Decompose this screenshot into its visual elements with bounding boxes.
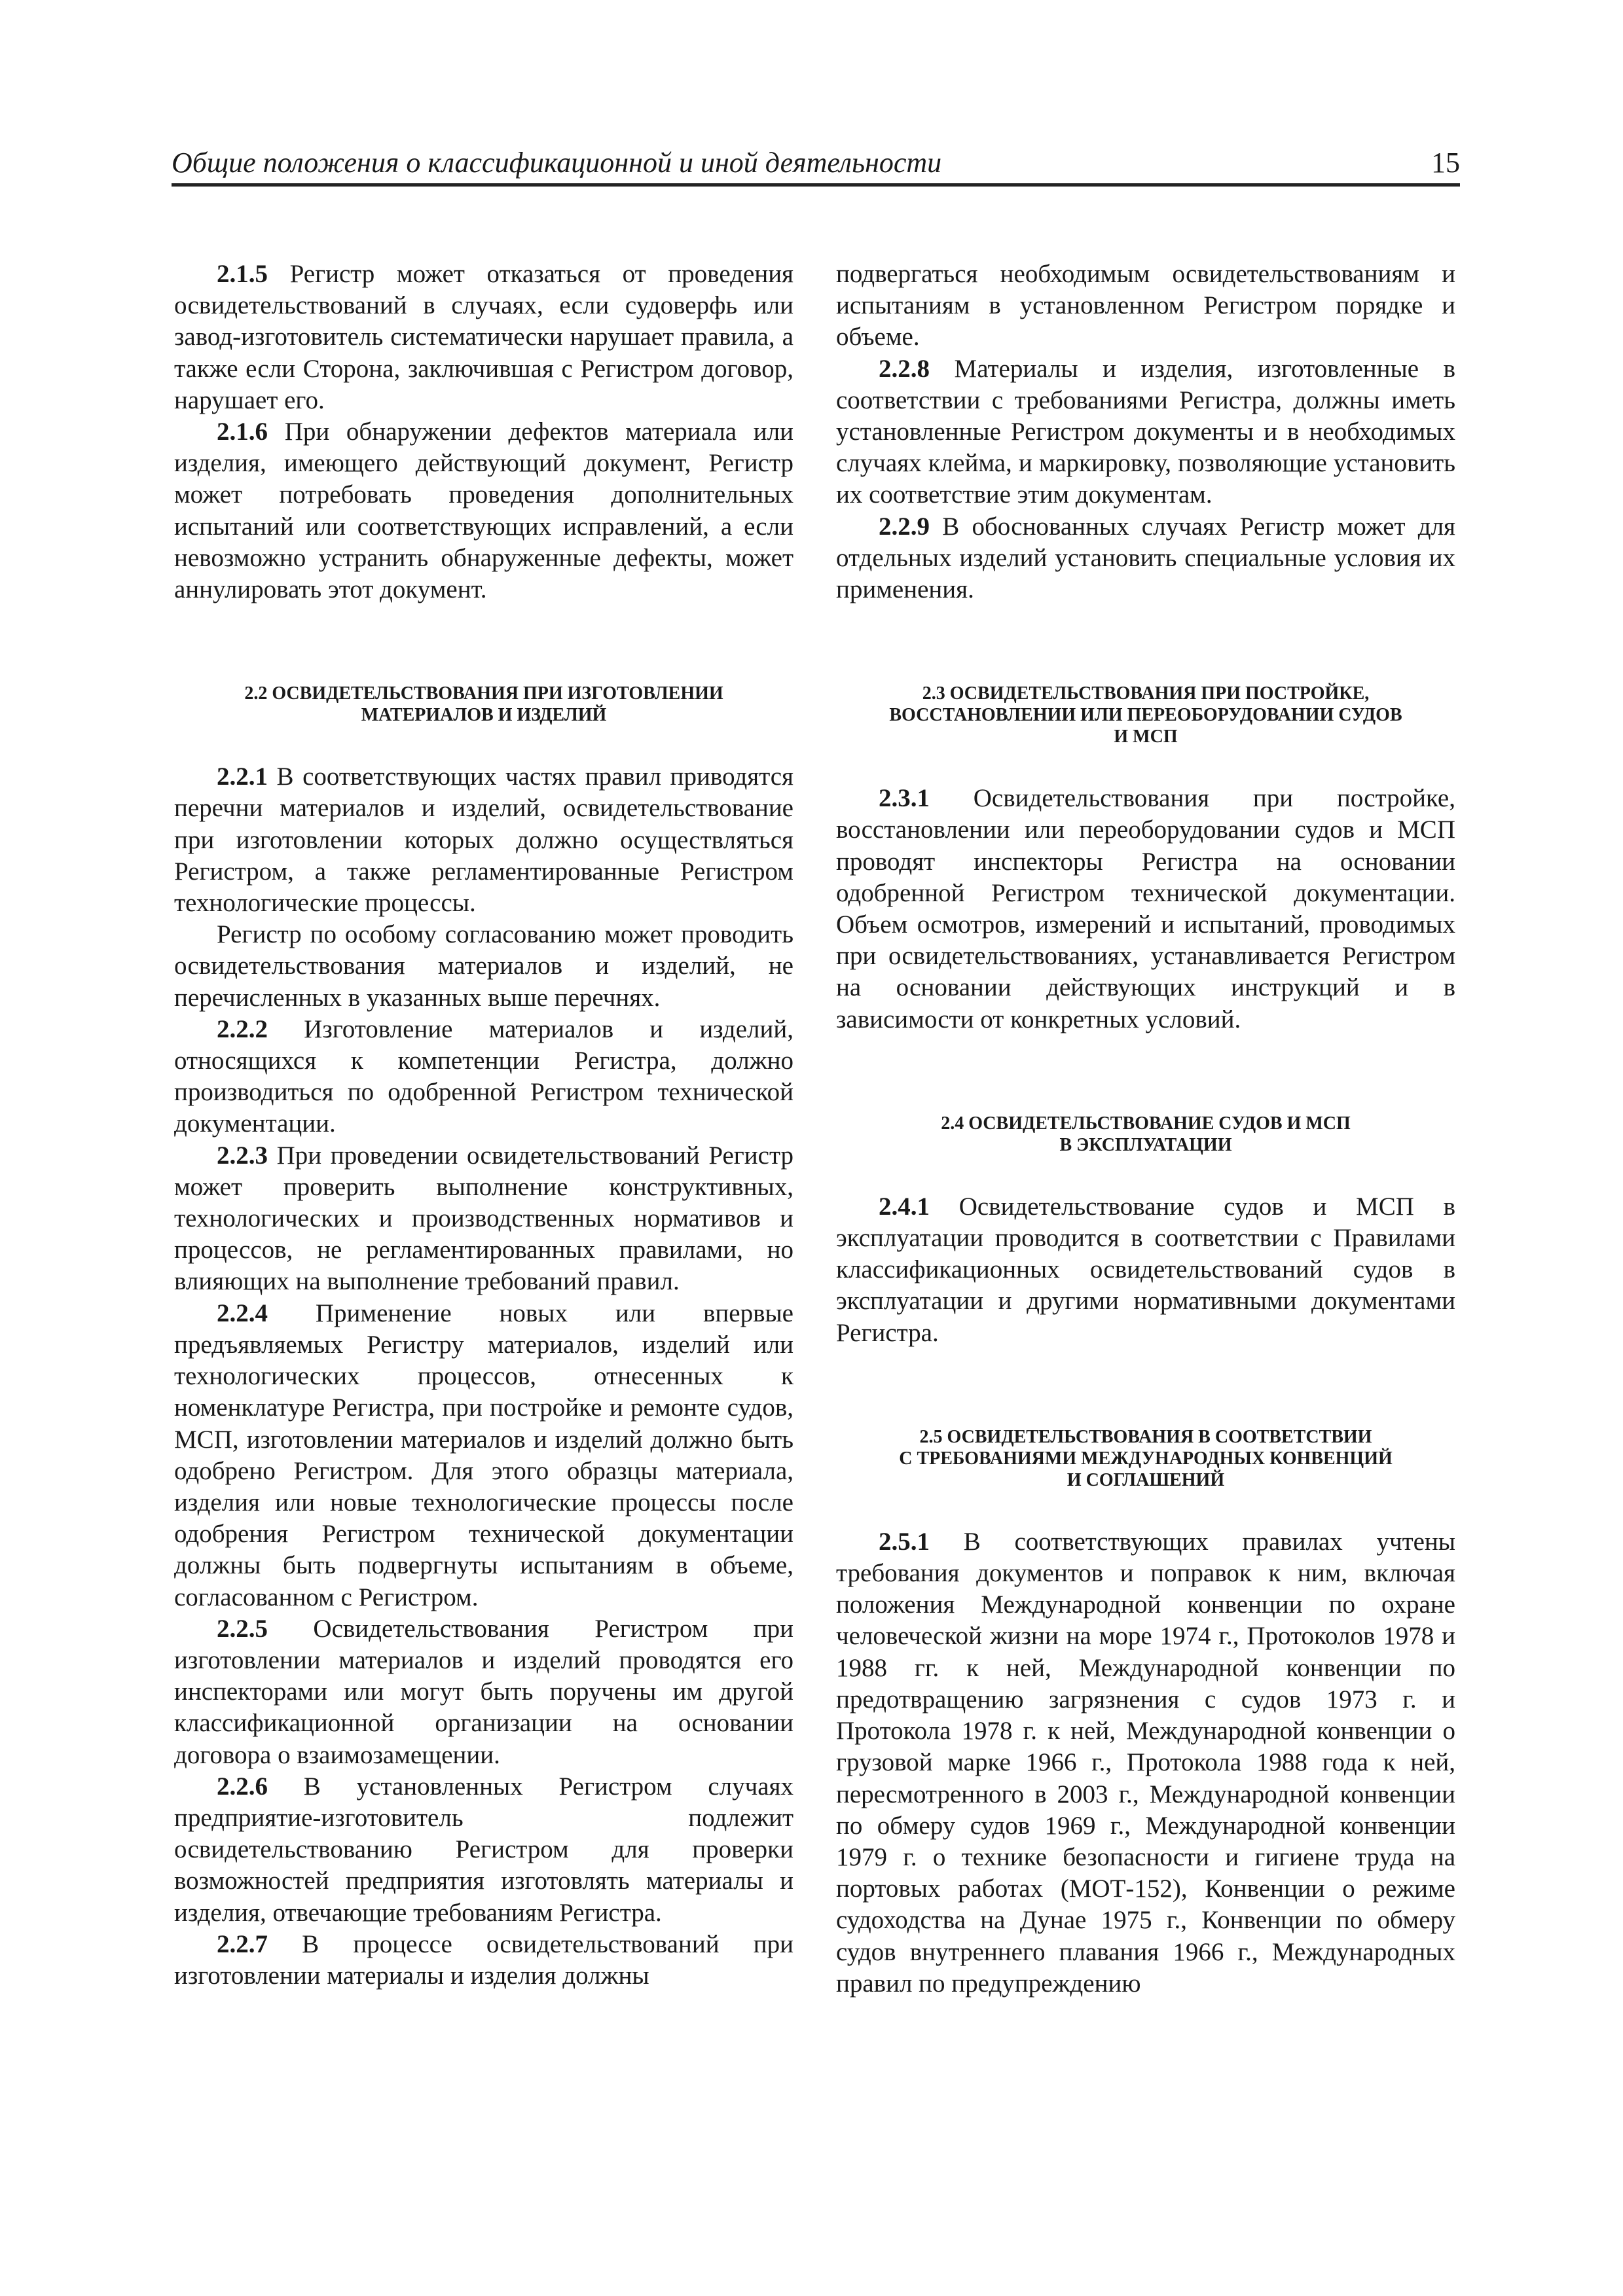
paragraph-number: 2.2.1 <box>217 762 268 791</box>
section-heading-2-3 <box>836 683 1455 747</box>
paragraph-2-2-3 <box>174 1140 793 1298</box>
paragraph-text: Регистр может отказаться от проведения освидетельствований в случаях, если судоверфь или завод-изготовитель систематически нарушает правила, а также если Сторона, заключившая с Регистром договор, нарушает его. <box>174 260 793 414</box>
paragraph-text: При обнаружении дефектов материала или изделия, имеющего действующий документ, Регистр может потребовать проведения дополнительных испытаний или соответствующих исправлений, а если невозможно устранить обнаруженные дефекты, может аннулировать этот документ. <box>174 418 793 604</box>
paragraph-text: В процессе освидетельствований при изготовлении материалы и изделия должны <box>174 1929 793 1990</box>
paragraph-text: Материалы и изделия, изготовленные в соответствии с требованиями Регистра, должны иметь установленные Регистром документы и в необходимых случаях клейма, и маркировку, позволяющие установить их соответствие этим документам. <box>836 354 1455 509</box>
paragraph-2-2-4 <box>174 1298 793 1613</box>
paragraph-2-2-9 <box>836 511 1455 606</box>
paragraph-text: В обоснованных случаях Регистр может для отдельных изделий установить специальные условия их применения. <box>836 512 1455 604</box>
paragraph-text: При проведении освидетельствований Регистр может проверить выполнение конструктивных, технологических и производственных нормативов и процессов, не регламентированных правилами, но влияющих на выполнение требований правил. <box>174 1141 793 1296</box>
paragraph-number: 2.3.1 <box>879 784 930 813</box>
paragraph-2-3-1 <box>836 783 1455 1035</box>
heading-line: 2.2 ОСВИДЕТЕЛЬСТВОВАНИЯ ПРИ ИЗГОТОВЛЕНИИ <box>244 683 723 704</box>
paragraph-number: 2.2.9 <box>879 512 930 541</box>
paragraph-text: В установленных Регистром случаях предприятие-изготовитель подлежит освидетельствованию Регистром для проверки возможностей предприятия изготовлять материалы и изделия, отвечающие требованиям Регистра. <box>174 1772 793 1927</box>
paragraph-2-2-2 <box>174 1014 793 1140</box>
paragraph-number: 2.1.5 <box>217 260 268 288</box>
paragraph-number: 2.4.1 <box>879 1192 930 1221</box>
paragraph-2-5-1 <box>836 1526 1455 2000</box>
paragraph-2-2-6 <box>174 1771 793 1929</box>
paragraph-number: 2.2.2 <box>217 1014 268 1043</box>
heading-line: И МСП <box>1114 726 1178 747</box>
page-number: 15 <box>1431 147 1460 179</box>
paragraph-2-2-7-continued: подвергаться необходимым освидетельствованиям и испытаниям в установленном Регистром порядке и объеме. <box>836 260 1455 351</box>
heading-line: 2.3 ОСВИДЕТЕЛЬСТВОВАНИЯ ПРИ ПОСТРОЙКЕ, <box>922 683 1370 704</box>
paragraph-2-2-1 <box>174 761 793 919</box>
paragraph-text: Изготовление материалов и изделий, относящихся к компетенции Регистра, должно производиться по одобренной Регистром технической документации. <box>174 1014 793 1138</box>
heading-line: С ТРЕБОВАНИЯМИ МЕЖДУНАРОДНЫХ КОНВЕНЦИЙ <box>899 1448 1393 1469</box>
paragraph-2-4-1 <box>836 1191 1455 1349</box>
running-title: Общие положения о классификационной и иной деятельности <box>172 147 942 179</box>
heading-line: И СОГЛАШЕНИЙ <box>1067 1469 1225 1490</box>
heading-line: В ЭКСПЛУАТАЦИИ <box>1059 1134 1232 1155</box>
right-column <box>836 259 1455 2000</box>
paragraph-number: 2.2.4 <box>217 1299 268 1327</box>
paragraph-number: 2.5.1 <box>879 1527 930 1556</box>
paragraph-2-2-1-continued: Регистр по особому согласованию может проводить освидетельствования материалов и изделий, не перечисленных в указанных выше перечнях. <box>174 920 793 1012</box>
paragraph-2-2-8 <box>836 353 1455 511</box>
paragraph-text: Освидетельствование судов и МСП в эксплуатации проводится в соответствии с Правилами классификационных освидетельствований судов в эксплуатации и другими нормативными документами Регистра. <box>836 1192 1455 1347</box>
section-heading-2-2 <box>174 683 793 726</box>
paragraph-number: 2.2.8 <box>879 354 930 383</box>
paragraph-text: Освидетельствования Регистром при изготовлении материалов и изделий проводятся его инспекторами или могут быть поручены им другой классификационной организации на основании договора о взаимозамещении. <box>174 1614 793 1769</box>
paragraph-text: Освидетельствования при постройке, восстановлении или переоборудовании судов и МСП проводят инспекторы Регистра на основании одобренной Регистром технической документации. Объем осмотров, измерений и испытаний, проводимых при освидетельствованиях, устанавливается Регистром на основании действующих инструкций и в зависимости от конкретных условий. <box>836 784 1455 1033</box>
paragraph-number: 2.1.6 <box>217 418 268 446</box>
paragraph-text: Применение новых или впервые предъявляемых Регистру материалов, изделий или технологических процессов, отнесенных к номенклатуре Регистра, при постройке и ремонте судов, МСП, изготовлении материалов и изделий должно быть одобрено Регистром. Для этого образцы материала, изделия или новые технологические процессы после одобрения Регистром технической документации должны быть подвергнуты испытаниям в объеме, согласованном с Регистром. <box>174 1299 793 1611</box>
paragraph-text: В соответствующих правилах учтены требования документов и поправок к ним, включая положения Международной конвенции по охране человеческой жизни на море 1974 г., Протоколов 1978 и 1988 гг. к ней, Международной конвенции по предотвращению загрязнения с судов 1973 г. и Протокола 1978 г. к ней, Международной конвенции о грузовой марке 1966 г., Протокола 1988 года к ней, пересмотренного в 2003 г., Международной конвенции по обмеру судов 1969 г., Международной конвенции 1979 г. о технике безопасности и гигиене труда на портовых работах (МОТ-152), Конвенции о режиме судоходства на Дунае 1975 г., Конвенции по обмеру судов внутреннего плавания 1966 г., Международных правил по предупреждению <box>836 1527 1455 1998</box>
heading-line: 2.5 ОСВИДЕТЕЛЬСТВОВАНИЯ В СООТВЕТСТВИИ <box>919 1426 1372 1447</box>
heading-line: 2.4 ОСВИДЕТЕЛЬСТВОВАНИЕ СУДОВ И МСП <box>941 1113 1351 1134</box>
heading-line: МАТЕРИАЛОВ И ИЗДЕЛИЙ <box>361 705 607 726</box>
paragraph-number: 2.2.3 <box>217 1141 268 1170</box>
section-heading-2-4 <box>836 1113 1455 1156</box>
paragraph-number: 2.2.7 <box>217 1929 268 1958</box>
left-column <box>174 259 793 1992</box>
paragraph-2-1-6 <box>174 416 793 605</box>
paragraph-2-2-7 <box>174 1929 793 1992</box>
paragraph-number: 2.2.5 <box>217 1614 268 1643</box>
paragraph-2-1-5 <box>174 259 793 416</box>
section-heading-2-5 <box>836 1426 1455 1491</box>
heading-line: ВОССТАНОВЛЕНИИ ИЛИ ПЕРЕОБОРУДОВАНИИ СУДОВ <box>889 705 1402 726</box>
page-header <box>172 143 1460 187</box>
paragraph-number: 2.2.6 <box>217 1772 268 1801</box>
paragraph-2-2-5 <box>174 1613 793 1771</box>
paragraph-text: В соответствующих частях правил приводятся перечни материалов и изделий, освидетельствование при изготовлении которых должно осуществляться Регистром, а также регламентированные Регистром технологические процессы. <box>174 762 793 918</box>
